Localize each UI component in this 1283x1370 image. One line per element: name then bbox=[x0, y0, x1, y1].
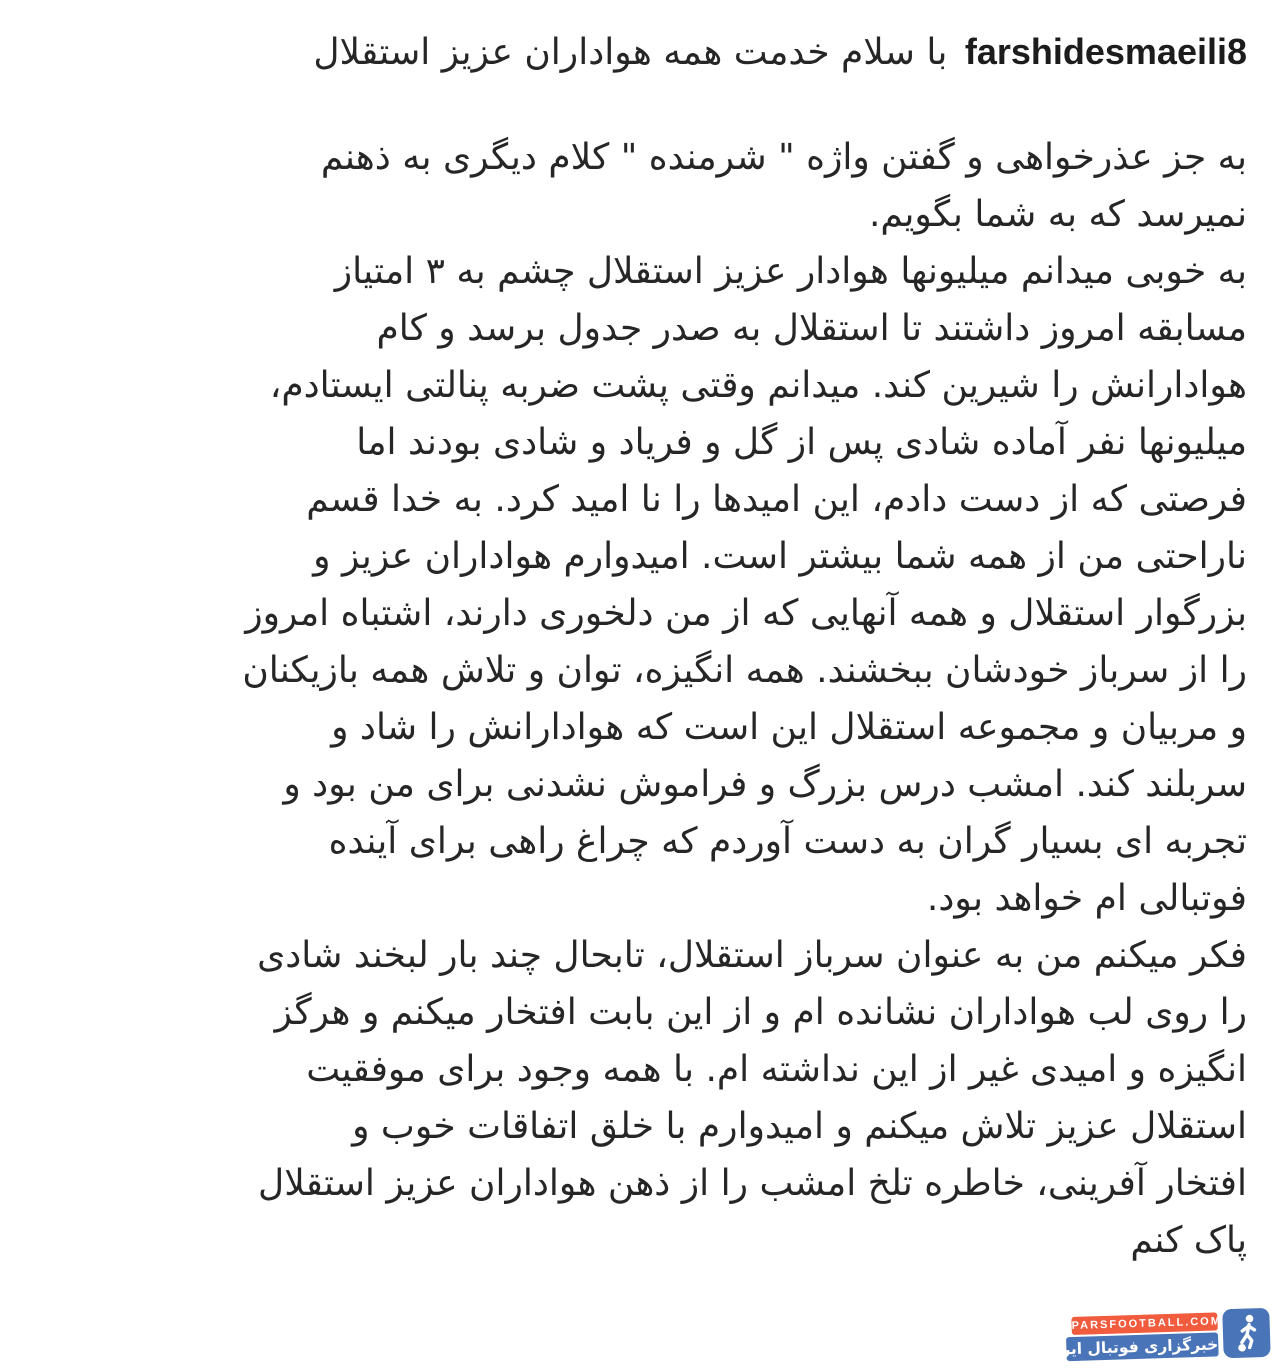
caption-line: فرصتی که از دست دادم، این امیدها را نا امید کرد. به خدا قسم bbox=[306, 479, 1247, 520]
caption-line: هوادارانش را شیرین کند. میدانم وقتی پشت ضربه پنالتی ایستادم، bbox=[269, 365, 1247, 406]
caption-line: بزرگوار استقلال و همه آنهایی که از من دلخوری دارند، اشتباه امروز bbox=[245, 593, 1247, 634]
watermark-agency-name: خبرگزاری فوتبال ایران bbox=[1066, 1332, 1219, 1361]
caption-header bbox=[40, 23, 1247, 80]
caption-line: به خوبی میدانم میلیونها هوادار عزیز استقلال چشم به ۳ امتیاز bbox=[334, 251, 1247, 292]
caption-line: ناراحتی من از همه شما بیشتر است. امیدوارم هواداران عزیز و bbox=[313, 536, 1247, 577]
caption-header-text: با سلام خدمت همه هواداران عزیز استقلال bbox=[313, 32, 948, 73]
caption-line: را از سرباز خودشان ببخشند. همه انگیزه، توان و تلاش همه بازیکنان bbox=[242, 650, 1247, 691]
parsfootball-watermark bbox=[1042, 1308, 1270, 1363]
caption-line: به جز عذرخواهی و گفتن واژه " شرمنده " کلام دیگری به ذهنم bbox=[320, 137, 1247, 178]
caption-body bbox=[40, 129, 1247, 1269]
watermark-site-url: PARSFOOTBALL.COM bbox=[1071, 1312, 1217, 1335]
caption-line: استقلال عزیز تلاش میکنم و امیدوارم با خلق اتفاقات خوب و bbox=[352, 1106, 1247, 1147]
caption-line: را روی لب هواداران نشانده ام و از این بابت افتخار میکنم و هرگز bbox=[274, 992, 1247, 1033]
caption-line: تجربه ای بسیار گران به دست آوردم که چراغ راهی برای آینده bbox=[328, 821, 1247, 862]
caption-line: فکر میکنم من به عنوان سرباز استقلال، تابحال چند بار لبخند شادی bbox=[257, 935, 1247, 976]
caption-line: افتخار آفرینی، خاطره تلخ امشب را از ذهن هواداران عزیز استقلال bbox=[258, 1163, 1247, 1204]
caption-line: و مربیان و مجموعه استقلال این است که هوادارانش را شاد و bbox=[331, 707, 1247, 748]
caption-line: فوتبالی ام خواهد بود. bbox=[926, 878, 1247, 919]
caption-line: میلیونها نفر آماده شادی پس از گل و فریاد و شادی بودند اما bbox=[356, 422, 1247, 463]
caption-line: پاک کنم bbox=[1130, 1220, 1247, 1261]
caption-line: سربلند کند. امشب درس بزرگ و فراموش نشدنی برای من بود و bbox=[283, 764, 1247, 805]
watermark-labels bbox=[1042, 1312, 1223, 1361]
caption-line: انگیزه و امیدی غیر از این نداشته ام. با همه وجود برای موفقیت bbox=[306, 1049, 1247, 1090]
caption-line: نمیرسد که به شما بگویم. bbox=[868, 194, 1247, 235]
footballer-icon bbox=[1222, 1308, 1271, 1358]
caption-line: مسابقه امروز داشتند تا استقلال به صدر جدول برسد و کام bbox=[376, 308, 1247, 349]
username-link[interactable]: farshidesmaeili8 bbox=[964, 31, 1247, 72]
